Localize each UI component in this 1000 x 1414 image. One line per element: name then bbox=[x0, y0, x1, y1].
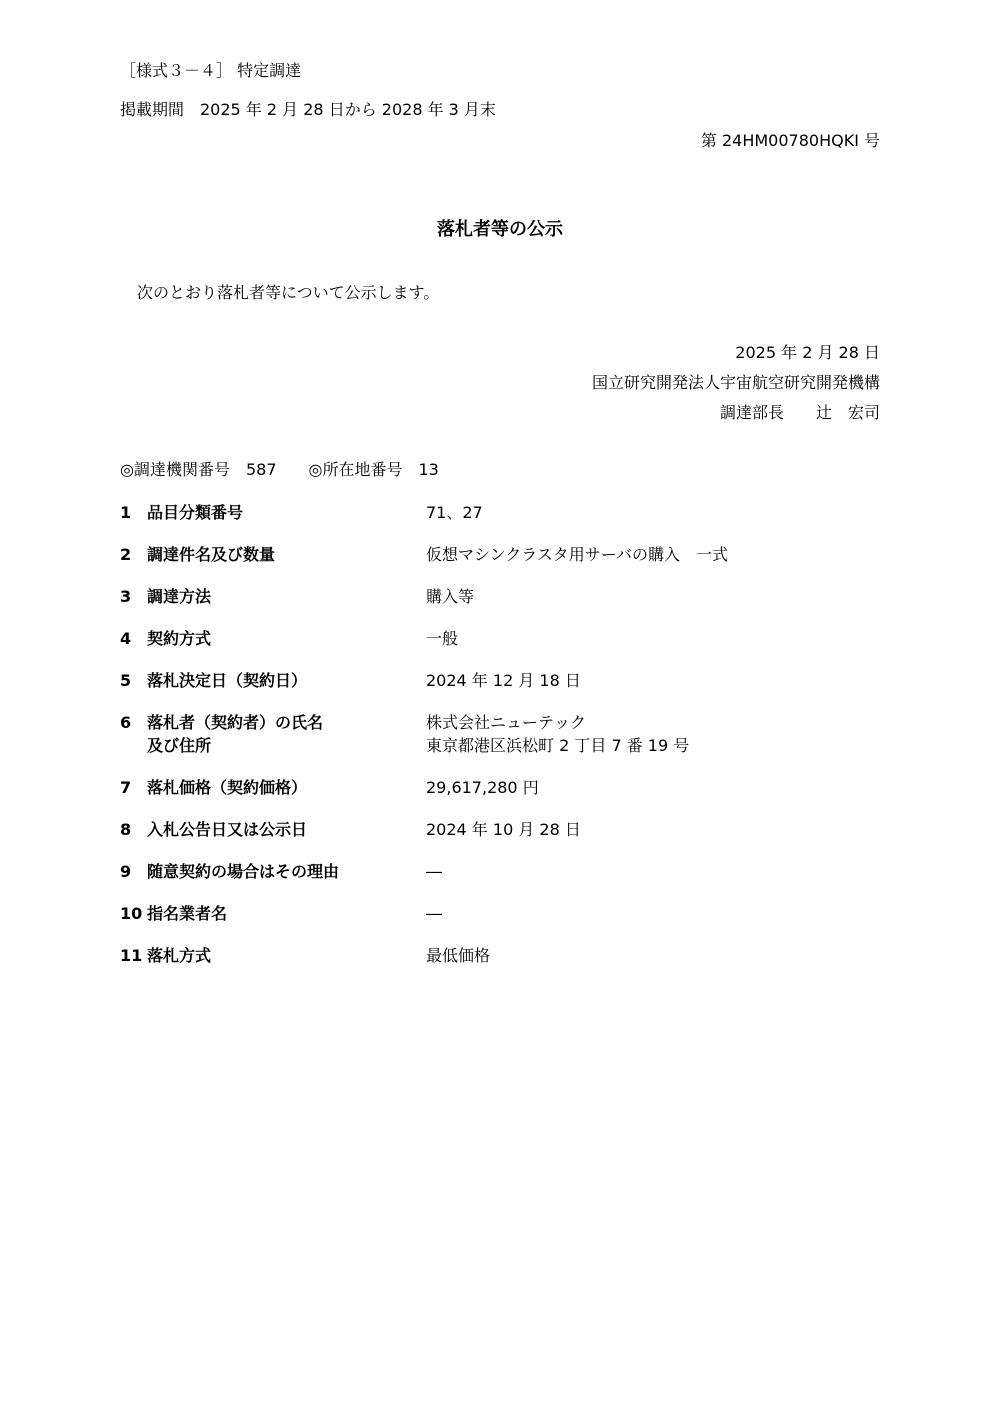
item-row bbox=[0, 501, 1000, 547]
item-number: 8 bbox=[120, 820, 132, 839]
codes-line: ◎調達機関番号 587 ◎所在地番号 13 bbox=[120, 460, 439, 479]
item-label: 落札価格（契約価格） bbox=[147, 778, 308, 797]
item-label: 随意契約の場合はその理由 bbox=[147, 862, 340, 881]
item-number: 9 bbox=[120, 862, 132, 881]
page-title: 落札者等の公示 bbox=[437, 219, 563, 240]
item-number: 7 bbox=[120, 778, 132, 797]
item-row bbox=[0, 669, 1000, 715]
item-row bbox=[0, 860, 1000, 906]
item-row bbox=[0, 818, 1000, 864]
document-number: 第 24HM00780HQKI 号 bbox=[700, 131, 880, 150]
item-label: 落札者（契約者）の氏名 bbox=[147, 713, 324, 732]
item-value: 一般 bbox=[426, 629, 459, 648]
item-value: 仮想マシンクラスタ用サーバの購入 一式 bbox=[426, 545, 729, 564]
item-value: 株式会社ニューテック bbox=[426, 713, 587, 732]
item-label: 指名業者名 bbox=[147, 904, 228, 923]
item-label-line2: 及び住所 bbox=[147, 736, 212, 755]
item-label: 入札公告日又は公示日 bbox=[147, 820, 308, 839]
item-row bbox=[0, 711, 1000, 757]
item-number: 3 bbox=[120, 587, 132, 606]
item-label: 品目分類番号 bbox=[147, 503, 244, 522]
item-label: 落札決定日（契約日） bbox=[147, 671, 308, 690]
item-label: 契約方式 bbox=[147, 629, 212, 648]
item-row bbox=[0, 585, 1000, 631]
item-row bbox=[0, 543, 1000, 589]
item-row bbox=[0, 944, 1000, 990]
item-number: 11 bbox=[120, 946, 143, 965]
item-row bbox=[0, 776, 1000, 822]
item-value: 29,617,280 円 bbox=[426, 778, 539, 797]
item-number: 5 bbox=[120, 671, 132, 690]
issuer-organization: 国立研究開発法人宇宙航空研究開発機構 bbox=[591, 373, 880, 392]
item-row bbox=[0, 627, 1000, 673]
item-number: 10 bbox=[120, 904, 143, 923]
item-number: 1 bbox=[120, 503, 132, 522]
item-value: ― bbox=[426, 904, 442, 923]
item-label: 調達件名及び数量 bbox=[147, 545, 276, 564]
item-number: 4 bbox=[120, 629, 132, 648]
item-value: 購入等 bbox=[426, 587, 475, 606]
item-label: 落札方式 bbox=[147, 946, 212, 965]
item-value: 最低価格 bbox=[426, 946, 491, 965]
item-value: 2024 年 12 月 18 日 bbox=[426, 671, 581, 690]
item-row bbox=[0, 902, 1000, 948]
issue-date: 2025 年 2 月 28 日 bbox=[735, 343, 880, 362]
item-label: 調達方法 bbox=[147, 587, 212, 606]
item-number: 2 bbox=[120, 545, 132, 564]
issuer-official: 調達部長 辻 宏司 bbox=[719, 403, 880, 422]
item-value: 2024 年 10 月 28 日 bbox=[426, 820, 581, 839]
intro-text: 次のとおり落札者等について公示します。 bbox=[137, 283, 440, 302]
form-label: ［様式３－４］ 特定調達 bbox=[120, 61, 302, 80]
posting-period: 掲載期間 2025 年 2 月 28 日から 2028 年 3 月末 bbox=[120, 100, 496, 119]
item-value: 71、27 bbox=[426, 503, 483, 522]
item-value: ― bbox=[426, 862, 442, 881]
item-number: 6 bbox=[120, 713, 132, 732]
item-value-line2: 東京都港区浜松町 2 丁目 7 番 19 号 bbox=[426, 736, 690, 755]
